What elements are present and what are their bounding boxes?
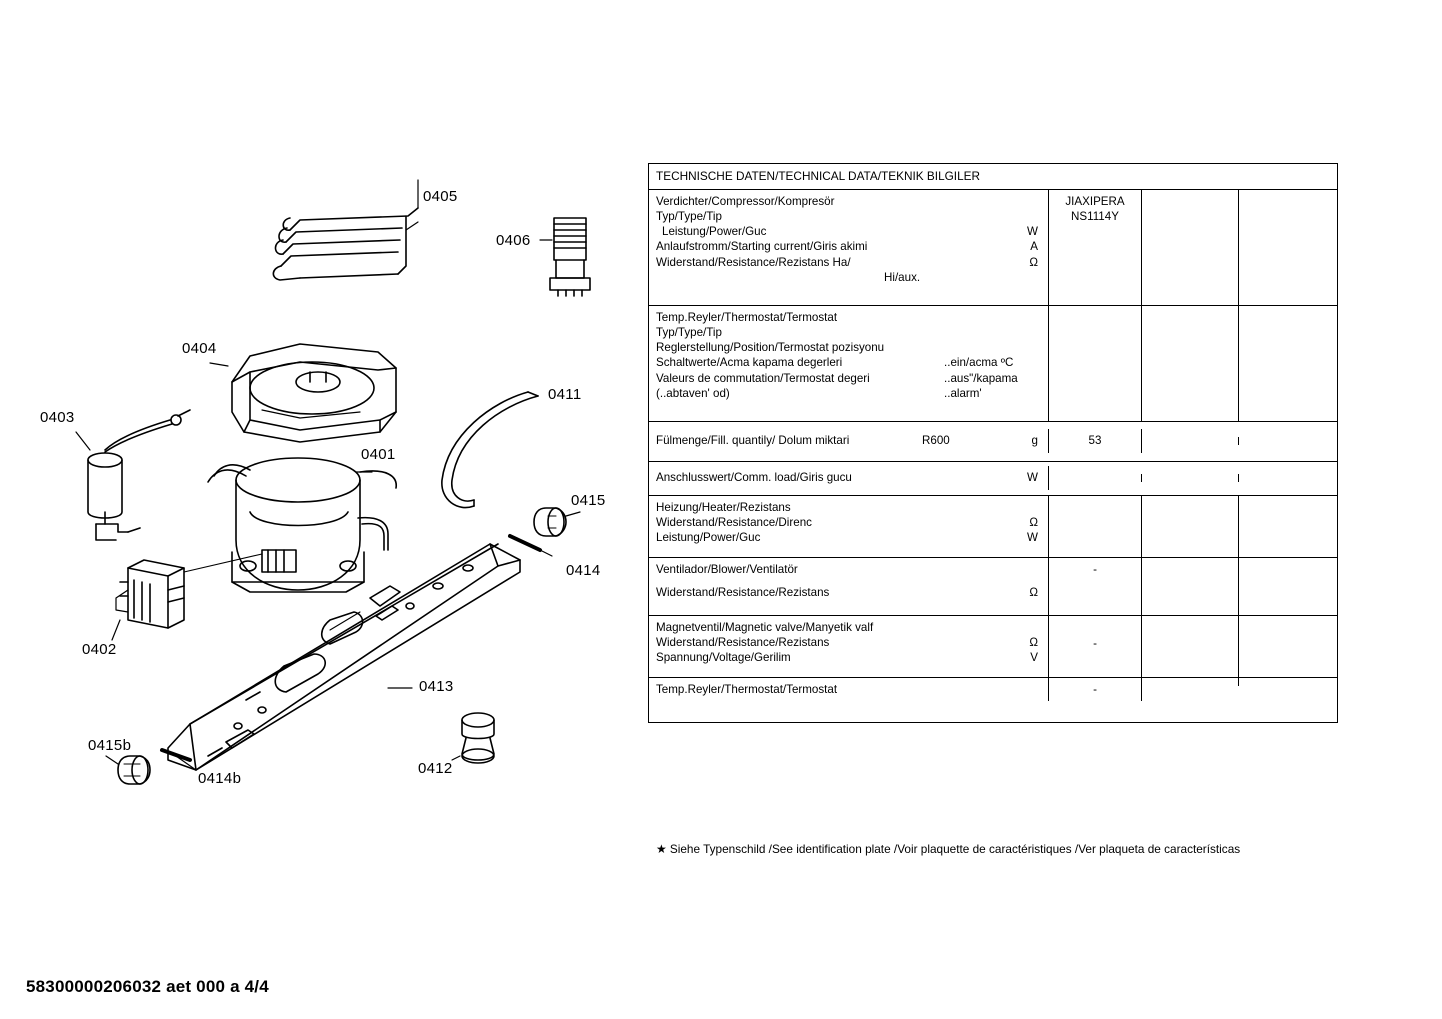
- row-value-fill-3: [1239, 437, 1337, 445]
- label-line: Widerstand/Resistance/Direnc Ω: [656, 515, 1038, 529]
- label-line: Ventilador/Blower/Ventilatör: [656, 562, 798, 576]
- value-line: NS1114Y: [1071, 209, 1119, 223]
- row-value-blower-1: -: [1049, 558, 1142, 615]
- label-line: Widerstand/Resistance/Rezistans Ha/ Ω: [656, 255, 1038, 269]
- row-label-connected-load: [649, 466, 1049, 489]
- label-line: Reglerstellung/Position/Termostat pozisyonu: [656, 341, 885, 355]
- unit: W: [1027, 471, 1038, 485]
- unit: g: [1031, 434, 1038, 448]
- part-label-0405: 0405: [423, 188, 458, 205]
- part-label-0411: 0411: [548, 386, 582, 403]
- row-value-thermostat-1: [1049, 306, 1142, 421]
- row-value-thermostat-bottom-3: [1239, 678, 1337, 686]
- part-label-0401: 0401: [361, 446, 396, 463]
- part-label-0414-lower: 0414b: [198, 770, 242, 787]
- label-line: Temp.Reyler/Thermostat/Termostat: [656, 310, 838, 324]
- table-row: [649, 306, 1337, 422]
- value-line: JIAXIPERA: [1065, 194, 1125, 208]
- table-title: TECHNISCHE DATEN/TECHNICAL DATA/TEKNIK BILGILER: [649, 164, 1337, 190]
- row-value-fill-2: [1142, 437, 1239, 445]
- part-label-0403: 0403: [40, 409, 75, 426]
- unit: Ω: [1029, 515, 1038, 529]
- row-label-fill-quantity: [649, 429, 1049, 452]
- part-label-0414-upper: 0414: [566, 562, 601, 579]
- part-label-0412: 0412: [418, 760, 453, 777]
- table-row: [649, 462, 1337, 496]
- row-label-blower: [649, 558, 1049, 615]
- row-value-blower-3: [1239, 558, 1337, 615]
- row-value-valve-1: -: [1049, 616, 1142, 677]
- row-value-thermostat-2: [1142, 306, 1239, 421]
- label-line: Anlaufstromm/Starting current/Giris akimi A: [656, 240, 1038, 254]
- table-row: [649, 422, 1337, 462]
- row-value-heater-2: [1142, 496, 1239, 557]
- row-value-heater-1: [1049, 496, 1142, 557]
- label-line: Valeurs de commutation/Termostat degeri ..aus"/kapama: [656, 371, 1018, 385]
- row-value-heater-3: [1239, 496, 1337, 557]
- row-value-fill-1: 53: [1049, 429, 1142, 452]
- part-label-0402: 0402: [82, 641, 117, 658]
- document-id: 58300000206032 aet 000 a 4/4: [26, 977, 269, 996]
- table-row: [649, 616, 1337, 678]
- part-label-0406: 0406: [496, 232, 531, 249]
- part-label-0415-upper: 0415: [571, 492, 606, 509]
- row-value-load-2: [1142, 474, 1239, 482]
- row-value-load-3: [1239, 474, 1337, 482]
- unit: Ω: [1029, 255, 1038, 269]
- label-line: Schaltwerte/Acma kapama degerleri ..ein/acma ºC: [656, 356, 1014, 370]
- row-value-valve-2: [1142, 616, 1239, 677]
- unit: V: [1030, 651, 1038, 665]
- label-line: Typ/Type/Tip: [656, 325, 722, 339]
- label-line: Typ/Type/Tip: [656, 209, 722, 223]
- exploded-parts-diagram: [0, 120, 640, 840]
- unit: W: [1027, 531, 1038, 545]
- label-line: Leistung/Power/Guc W: [656, 531, 1038, 545]
- label-line: Leistung/Power/Guc W: [662, 225, 1038, 239]
- label-line: Spannung/Voltage/Gerilim V: [656, 651, 1038, 665]
- row-value-load-1: [1049, 474, 1142, 482]
- unit: Ω: [1029, 635, 1038, 649]
- part-label-0413: 0413: [419, 678, 454, 695]
- row-value-blower-2: [1142, 558, 1239, 615]
- unit: W: [1027, 225, 1038, 239]
- unit: Ω: [1029, 585, 1038, 599]
- table-row: [649, 190, 1337, 306]
- label-line: Widerstand/Resistance/Rezistans Ω: [656, 585, 1038, 599]
- row-value-thermostat-bottom-2: [1142, 678, 1239, 686]
- label-line: Magnetventil/Magnetic valve/Manyetik valf: [656, 620, 874, 634]
- row-label-thermostat-bottom: [649, 678, 1049, 701]
- parts-illustration: [0, 120, 640, 840]
- label-line: Temp.Reyler/Thermostat/Termostat: [656, 682, 838, 696]
- refrigerant-type: R600: [922, 434, 950, 448]
- label-line: (..abtaven' od) ..alarm': [656, 387, 982, 401]
- label-suffix: ..aus"/kapama: [944, 371, 1018, 385]
- part-label-0415-lower: 0415b: [88, 737, 132, 754]
- row-value-compressor-2: [1142, 190, 1239, 305]
- table-row: [649, 558, 1337, 616]
- label-line: Widerstand/Resistance/Rezistans Ω: [656, 635, 1038, 649]
- row-value-thermostat-3: [1239, 306, 1337, 421]
- label-line: Anschlusswert/Comm. load/Giris gucu W: [656, 471, 1038, 485]
- label-line: Fülmenge/Fill. quantily/ Dolum miktari R600 g: [656, 434, 1038, 448]
- label-line: Heizung/Heater/Rezistans: [656, 500, 791, 514]
- unit: A: [1030, 240, 1038, 254]
- row-label-magnetic-valve: [649, 616, 1049, 677]
- label-suffix: ..alarm': [944, 387, 982, 401]
- identification-plate-footnote: ★ Siehe Typenschild /See identification plate /Voir plaquette de caractéristiques /Ver plaqueta de características: [656, 842, 1241, 856]
- table-row: [649, 496, 1337, 558]
- row-value-compressor-3: [1239, 190, 1337, 305]
- label-suffix: ..ein/acma ºC: [944, 356, 1014, 370]
- label-line: Verdichter/Compressor/Kompresör: [656, 194, 835, 208]
- table-row: [649, 678, 1337, 722]
- label-line: Hi/aux.: [884, 271, 921, 285]
- row-value-compressor-1: [1049, 190, 1142, 305]
- part-label-0404: 0404: [182, 340, 217, 357]
- row-label-thermostat: [649, 306, 1049, 421]
- row-value-thermostat-bottom-1: -: [1049, 678, 1142, 701]
- row-value-valve-3: [1239, 616, 1337, 677]
- technical-data-table: [648, 163, 1338, 723]
- row-label-heater: [649, 496, 1049, 557]
- row-label-compressor: [649, 190, 1049, 305]
